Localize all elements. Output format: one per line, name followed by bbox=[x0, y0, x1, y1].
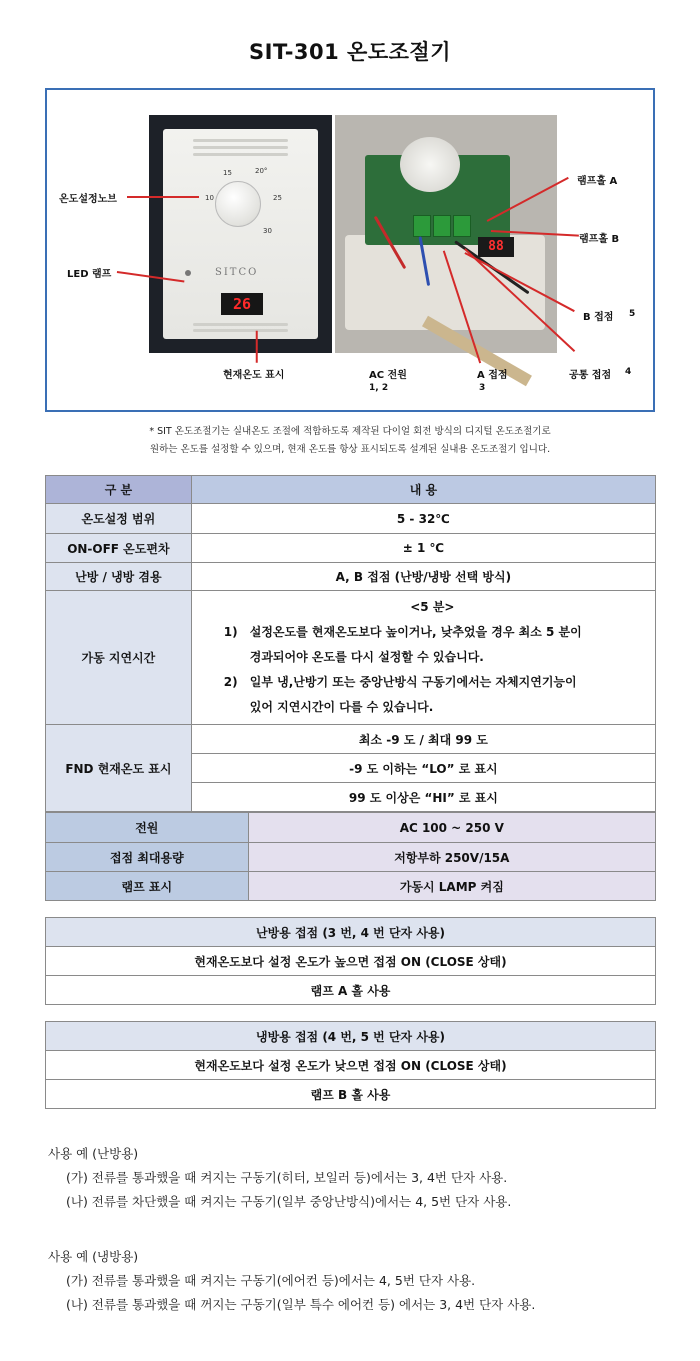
power-table bbox=[45, 812, 656, 901]
usage-cooling bbox=[48, 1245, 535, 1317]
label-a-contact-num: 3 bbox=[479, 383, 486, 393]
cooling-title: 냉방용 접점 (4 번, 5 번 단자 사용) bbox=[46, 1022, 656, 1051]
dial-tick: 25 bbox=[273, 194, 282, 202]
terminal-block bbox=[413, 215, 431, 237]
thermostat-front-photo bbox=[149, 115, 332, 353]
heating-row: 현재온도보다 설정 온도가 높으면 접점 ON (CLOSE 상태) bbox=[46, 947, 656, 976]
label-ac-power-num: 1, 2 bbox=[369, 383, 389, 393]
spec-header-content: 내 용 bbox=[191, 476, 655, 504]
delay-description: <5 분> 1) 설정온도를 현재온도보다 높이거나, 낮추었을 경우 최소 5 분이 경과되어야 온도를 다시 설정할 수 있습니다. 2) 일부 냉,난방기 또는 중앙난방식 구동기에서는 자체지연기능이 있어 지연시간이 다를 수 있습니다. bbox=[191, 591, 655, 725]
delay-item-2b: 있어 지연시간이 다를 수 있습니다. bbox=[249, 700, 434, 714]
heating-row: 램프 A 홀 사용 bbox=[46, 976, 656, 1005]
led-lamp-icon bbox=[185, 270, 191, 276]
spec-header-category: 구 분 bbox=[46, 476, 192, 504]
description-line-2: 원하는 온도를 설정할 수 있으며, 현재 온도를 항상 표시되도록 설계된 실내용 온도조절기 입니다. bbox=[149, 444, 551, 455]
product-photo-panel bbox=[45, 88, 655, 412]
cooling-contact-table bbox=[45, 1021, 656, 1109]
label-knob: 온도설정노브 bbox=[59, 194, 117, 205]
usage-cooling-title: 사용 예 (냉방용) bbox=[48, 1249, 139, 1264]
label-current-temp: 현재온도 표시 bbox=[223, 370, 285, 381]
spec-value: ± 1 ℃ bbox=[191, 534, 655, 563]
fnd-value: 99 도 이상은 “HI” 로 표시 bbox=[191, 783, 655, 812]
power-value: 가동시 LAMP 켜짐 bbox=[248, 872, 655, 901]
power-label: 램프 표시 bbox=[46, 872, 249, 901]
label-b-contact: B 접점 bbox=[583, 312, 614, 323]
fnd-display: 26 bbox=[221, 293, 263, 315]
usage-item: (나) 전류를 차단했을 때 켜지는 구동기(일부 중앙난방식)에서는 4, 5번 단자 사용. bbox=[66, 1194, 512, 1209]
dial-tick: 30 bbox=[263, 227, 272, 235]
usage-item: (가) 전류를 통과했을 때 켜지는 구동기(히터, 보일러 등)에서는 3, 4번 단자 사용. bbox=[66, 1170, 508, 1185]
usage-item: (가) 전류를 통과했을 때 켜지는 구동기(에어컨 등)에서는 4, 5번 단자 사용. bbox=[66, 1273, 476, 1288]
board-led-display: 88 bbox=[478, 237, 514, 257]
usage-item: (나) 전류를 통과했을 때 꺼지는 구동기(일부 특수 에어컨 등) 에서는 3, 4번 단자 사용. bbox=[66, 1297, 536, 1312]
terminal-block bbox=[453, 215, 471, 237]
cooling-row: 램프 B 홀 사용 bbox=[46, 1080, 656, 1109]
page-title: SIT-301 온도조절기 bbox=[249, 40, 451, 64]
label-lamp-a: 램프홀 A bbox=[577, 176, 618, 187]
delay-item-1b: 경과되어야 온도를 다시 설정할 수 있습니다. bbox=[249, 650, 484, 664]
spec-label: 온도설정 범위 bbox=[46, 504, 192, 534]
dial-tick: 20° bbox=[255, 167, 268, 175]
label-led: LED 램프 bbox=[67, 269, 112, 280]
spec-label: 난방 / 냉방 겸용 bbox=[46, 563, 192, 591]
delay-item-1a: 설정온도를 현재온도보다 높이거나, 낮추었을 경우 최소 5 분이 bbox=[249, 625, 582, 639]
power-label: 접점 최대용량 bbox=[46, 843, 249, 872]
spec-value: 5 - 32℃ bbox=[191, 504, 655, 534]
spec-label: 가동 지연시간 bbox=[46, 591, 192, 725]
label-b-contact-num: 5 bbox=[629, 309, 636, 319]
temperature-knob bbox=[215, 181, 261, 227]
usage-heating bbox=[48, 1142, 511, 1214]
heating-title: 난방용 접점 (3 번, 4 번 단자 사용) bbox=[46, 918, 656, 947]
spec-table bbox=[45, 475, 656, 812]
thermostat-internal-photo bbox=[335, 115, 557, 353]
spec-label: ON-OFF 온도편차 bbox=[46, 534, 192, 563]
heating-contact-table bbox=[45, 917, 656, 1005]
power-label: 전원 bbox=[46, 813, 249, 843]
description-line-1: * SIT 온도조절기는 실내온도 조절에 적합하도록 제작된 다이얼 회전 방식의 디지털 온도조절기로 bbox=[149, 426, 551, 437]
device-brand: SITCO bbox=[215, 267, 259, 278]
label-a-contact: A 접점 bbox=[477, 370, 508, 381]
delay-item-2a: 일부 냉,난방기 또는 중앙난방식 구동기에서는 자체지연기능이 bbox=[249, 675, 577, 689]
label-common-contact-num: 4 bbox=[625, 367, 632, 377]
terminal-block bbox=[433, 215, 451, 237]
label-ac-power: AC 전원 bbox=[369, 370, 407, 381]
fnd-value: 최소 -9 도 / 최대 99 도 bbox=[191, 725, 655, 754]
fnd-value: -9 도 이하는 “LO” 로 표시 bbox=[191, 754, 655, 783]
dial-tick: 15 bbox=[223, 169, 232, 177]
spec-value: A, B 접점 (난방/냉방 선택 방식) bbox=[191, 563, 655, 591]
cooling-row: 현재온도보다 설정 온도가 낮으면 접점 ON (CLOSE 상태) bbox=[46, 1051, 656, 1080]
power-value: 저항부하 250V/15A bbox=[248, 843, 655, 872]
delay-heading: <5 분> bbox=[410, 600, 455, 614]
label-lamp-b: 램프홀 B bbox=[579, 234, 620, 245]
label-common-contact: 공통 접점 bbox=[569, 370, 612, 381]
spec-label: FND 현재온도 표시 bbox=[46, 725, 192, 812]
power-value: AC 100 ~ 250 V bbox=[248, 813, 655, 843]
usage-heating-title: 사용 예 (난방용) bbox=[48, 1146, 139, 1161]
dial-mechanism bbox=[400, 137, 460, 192]
dial-tick: 10 bbox=[205, 194, 214, 202]
thermostat-body bbox=[163, 129, 318, 339]
